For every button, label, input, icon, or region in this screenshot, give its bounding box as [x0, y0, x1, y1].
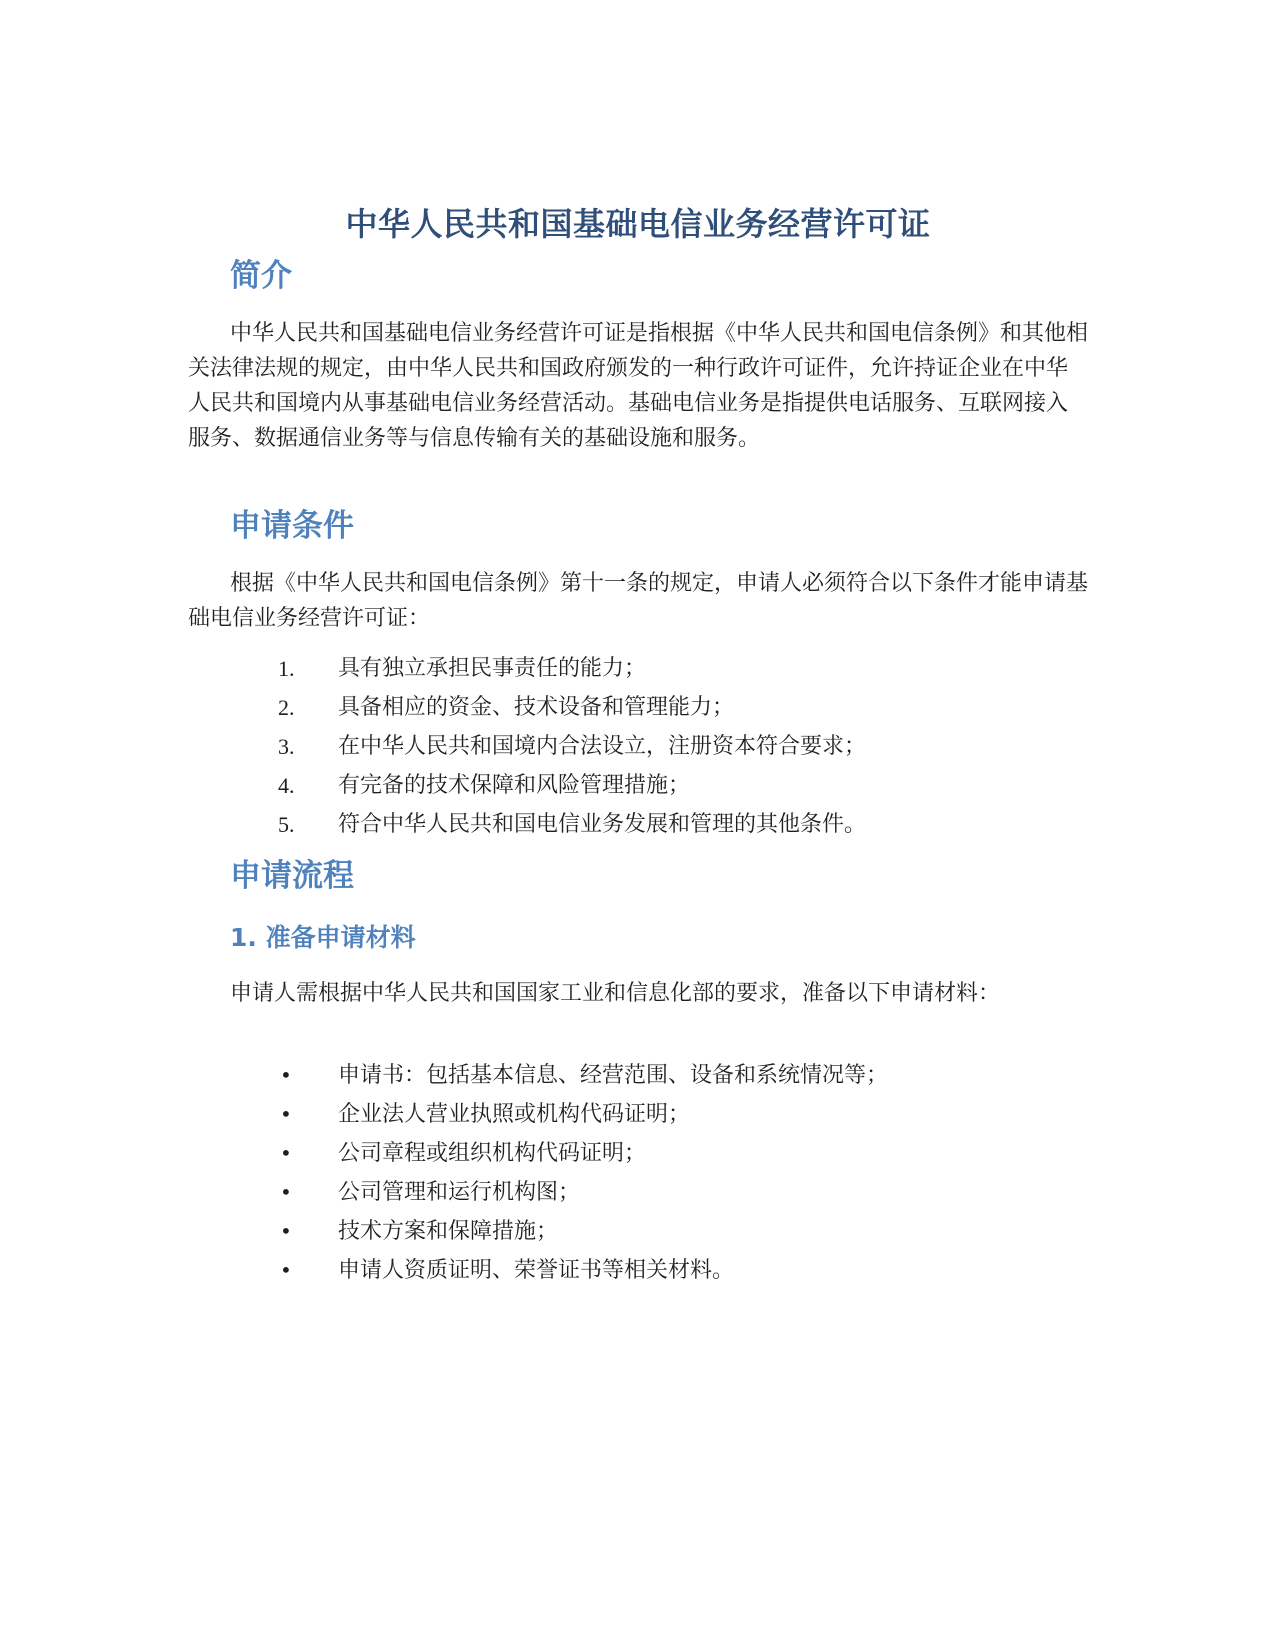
- list-item: [188, 766, 1088, 805]
- section-heading-conditions: 申请条件: [230, 508, 354, 544]
- bullet-icon: •: [280, 1063, 292, 1087]
- list-item: [188, 688, 1088, 727]
- list-item: [188, 805, 1088, 844]
- list-item-number: 2.: [278, 695, 295, 720]
- intro-paragraph: 中华人民共和国基础电信业务经营许可证是指根据《中华人民共和国电信条例》和其他相关法律法规的规定，由中华人民共和国政府颁发的一种行政许可证件，允许持证企业在中华人民共和国境内从事基础电信业务经营活动。基础电信业务是指提供电话服务、互联网接入服务、数据通信业务等与信息传输有关的基础设施和服务。: [188, 321, 1089, 451]
- list-item-text: 公司管理和运行机构图；: [338, 1180, 581, 1205]
- section-heading-process: 申请流程: [230, 858, 354, 894]
- section-heading-intro: 简介: [230, 258, 292, 294]
- list-item-text: 技术方案和保障措施；: [338, 1219, 559, 1244]
- list-item-text: 符合中华人民共和国电信业务发展和管理的其他条件。: [338, 812, 867, 837]
- list-item-text: 具有独立承担民事责任的能力；: [338, 656, 647, 681]
- list-item-text: 公司章程或组织机构代码证明；: [338, 1141, 647, 1166]
- bullet-icon: •: [280, 1141, 292, 1165]
- list-item-number: 4.: [278, 773, 295, 798]
- list-item-text: 企业法人营业执照或机构代码证明；: [338, 1102, 691, 1127]
- conditions-paragraph: 根据《中华人民共和国电信条例》第十一条的规定，申请人必须符合以下条件才能申请基础电信业务经营许可证：: [188, 571, 1089, 631]
- list-item-number: 1.: [278, 656, 295, 681]
- bullet-icon: •: [280, 1219, 292, 1243]
- document-title: 中华人民共和国基础电信业务经营许可证: [345, 205, 931, 243]
- list-item-text: 具备相应的资金、技术设备和管理能力；: [338, 695, 735, 720]
- bullet-icon: •: [280, 1180, 292, 1204]
- list-item: [188, 1056, 1088, 1095]
- list-item: [188, 1212, 1088, 1251]
- list-item-text: 在中华人民共和国境内合法设立，注册资本符合要求；: [338, 734, 867, 759]
- conditions-list: [188, 649, 1088, 844]
- bullet-icon: •: [280, 1258, 292, 1282]
- list-item: [188, 1173, 1088, 1212]
- list-item: [188, 1251, 1088, 1290]
- list-item: [188, 1134, 1088, 1173]
- list-item-number: 3.: [278, 734, 295, 759]
- list-item: [188, 727, 1088, 766]
- materials-list: [188, 1056, 1088, 1290]
- list-item-text: 有完备的技术保障和风险管理措施；: [338, 773, 691, 798]
- subsection-heading-step1: 1. 准备申请材料: [230, 923, 416, 952]
- list-item: [188, 1095, 1088, 1134]
- list-item: [188, 649, 1088, 688]
- list-item-text: 申请人资质证明、荣誉证书等相关材料。: [338, 1258, 735, 1283]
- step1-paragraph: 申请人需根据中华人民共和国国家工业和信息化部的要求，准备以下申请材料：: [230, 981, 1001, 1006]
- list-item-text: 申请书：包括基本信息、经营范围、设备和系统情况等；: [338, 1063, 889, 1088]
- list-item-number: 5.: [278, 812, 295, 837]
- bullet-icon: •: [280, 1102, 292, 1126]
